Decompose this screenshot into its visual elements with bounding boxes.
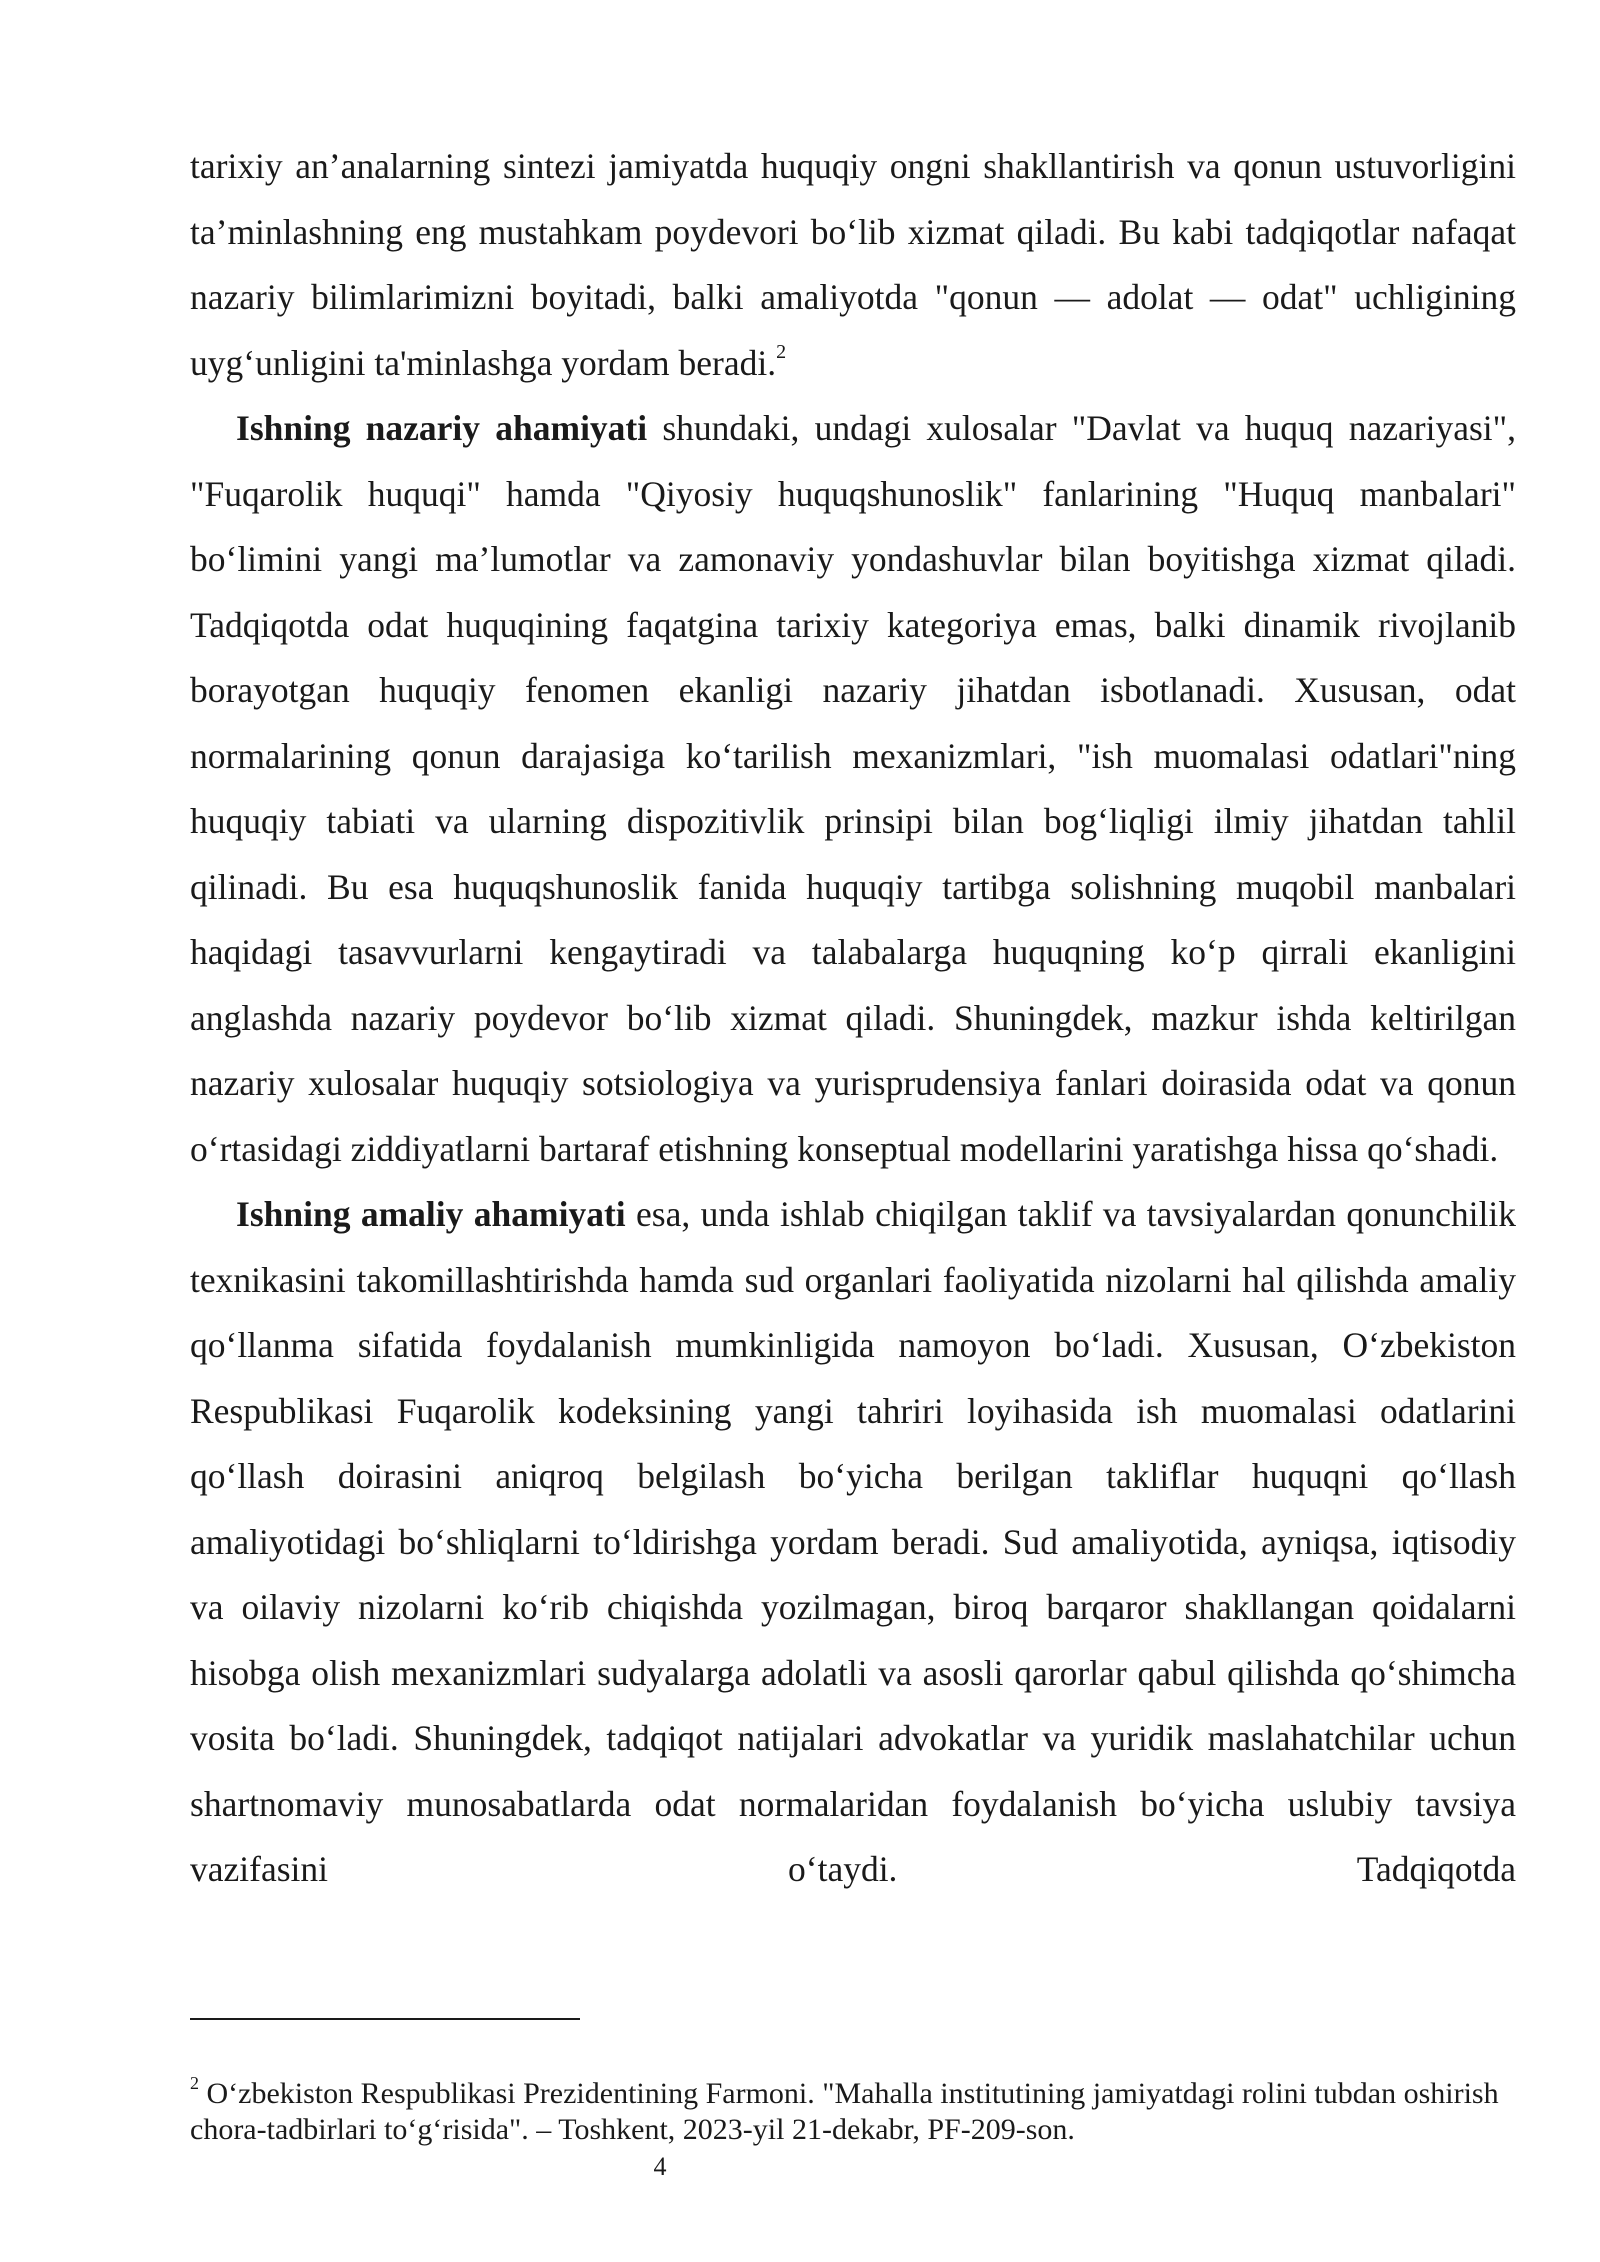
- paragraph-continuation: [190, 134, 1516, 396]
- paragraph-text: esa, unda ishlab chiqilgan taklif va tavsiyalardan qonunchilik texnikasini takomillashtirishda hamda sud organlari faoliyatida nizolarni hal qilishda amaliy qo‘llanma sifatida foydalanish mumkinligida namoyon bo‘ladi. Xususan, O‘zbekiston Respublikasi Fuqarolik kodeksining yangi tahriri loyihasida ish muomalasi odatlarini qo‘llash doirasini aniqroq belgilash bo‘yicha berilgan takliflar huquqni qo‘llash amaliyotidagi bo‘shliqlarni to‘ldirishga yordam beradi. Sud amaliyotida, ayniqsa, iqtisodiy va oilaviy nizolarni ko‘rib chiqishda yozilmagan, biroq barqaror shakllangan qoidalarni hisobga olish mexanizmlari sudyalarga adolatli va asosli qarorlar qabul qilishda qo‘shimcha vosita bo‘ladi. Shuningdek, tadqiqot natijalari advokatlar va yuridik maslahatchilar uchun shartnomaviy munosabatlarda odat normalaridan foydalanish bo‘yicha uslubiy tavsiya vazifasini o‘taydi. Tadqiqotda: [190, 1194, 1516, 1889]
- footnote-reference[interactable]: 2: [776, 340, 787, 363]
- page-number: 4: [653, 2152, 667, 2181]
- paragraph-theoretical-significance: [190, 396, 1516, 1182]
- footnote: [190, 2068, 1516, 2148]
- paragraph-lead: Ishning nazariy ahamiyati: [236, 408, 648, 448]
- paragraph-practical-significance: [190, 1182, 1516, 1903]
- footnote-separator: [190, 2018, 580, 2020]
- paragraph-lead: Ishning amaliy ahamiyati: [236, 1194, 626, 1234]
- footnote-number: 2: [190, 2073, 199, 2093]
- paragraph-text: shundaki, undagi xulosalar "Davlat va huquq nazariyasi", "Fuqarolik huquqi" hamda "Qiyosiy huquqshunoslik" fanlarining "Huquq manbalari" bo‘limini yangi ma’lumotlar va zamonaviy yondashuvlar bilan boyitishga xizmat qiladi. Tadqiqotda odat huquqining faqatgina tarixiy kategoriya emas, balki dinamik rivojlanib borayotgan huquqiy fenomen ekanligi nazariy jihatdan isbotlanadi. Xususan, odat normalarining qonun darajasiga ko‘tarilish mexanizmlari, "ish muomalasi odatlari"ning huquqiy tabiati va ularning dispozitivlik prinsipi bilan bog‘liqligi ilmiy jihatdan tahlil qilinadi. Bu esa huquqshunoslik fanida huquqiy tartibga solishning muqobil manbalari haqidagi tasavvurlarni kengaytiradi va talabalarga huquqning ko‘p qirrali ekanligini anglashda nazariy poydevor bo‘lib xizmat qiladi. Shuningdek, mazkur ishda keltirilgan nazariy xulosalar huquqiy sotsiologiya va yurisprudensiya fanlari doirasida odat va qonun o‘rtasidagi ziddiyatlarni bartaraf etishning konseptual modellarini yaratishga hissa qo‘shadi.: [190, 408, 1516, 1169]
- paragraph-text: tarixiy an’analarning sintezi jamiyatda huquqiy ongni shakllantirish va qonun ustuvorligini ta’minlashning eng mustahkam poydevori bo‘lib xizmat qiladi. Bu kabi tadqiqotlar nafaqat nazariy bilimlarimizni boyitadi, balki amaliyotda "qonun — adolat — odat" uchligining uyg‘unligini ta'minlashga yordam beradi.: [190, 146, 1516, 383]
- body-text: [190, 134, 1516, 1903]
- footnote-text: O‘zbekiston Respublikasi Prezidentining Farmoni. "Mahalla institutining jamiyatdagi rolini tubdan oshirish chora-tadbirlari to‘g‘risida". – Toshkent, 2023-yil 21-dekabr, PF-209-son.: [190, 2077, 1499, 2146]
